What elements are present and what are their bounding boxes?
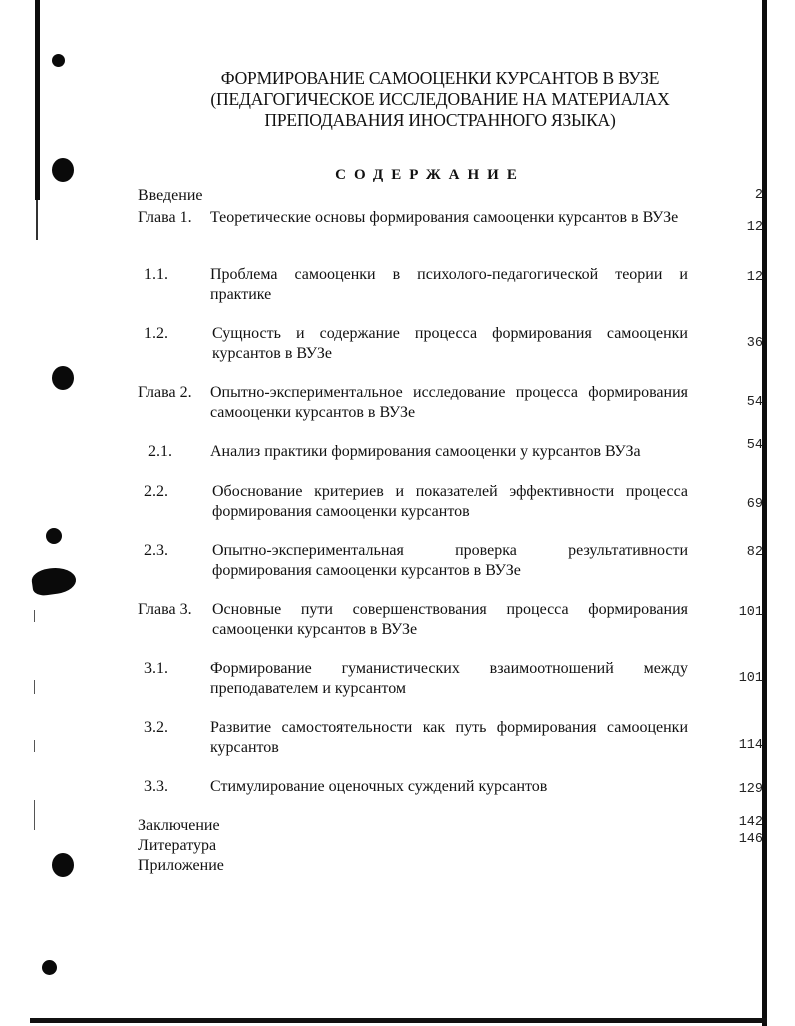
toc-text: Проблема самооценки в психолого-педагогической теории и практике (210, 266, 688, 303)
toc-text: Стимулирование оценочных суждений курсантов (210, 778, 548, 795)
toc-text: Литература (138, 837, 217, 854)
scan-mark (34, 740, 35, 752)
toc-label: Глава 1. (138, 209, 192, 226)
toc-text: Заключение (138, 817, 220, 834)
toc-text: Развитие самостоятельности как путь формирования самооценки курсантов (210, 719, 688, 756)
punch-hole (52, 853, 74, 877)
page-number: 54 (746, 395, 763, 410)
page-number: 36 (746, 336, 763, 351)
punch-hole (52, 158, 74, 182)
page-number: 146 (738, 832, 763, 847)
toc-label: Глава 2. (138, 384, 192, 401)
title-line-3: ПРЕПОДАВАНИЯ ИНОСТРАННОГО ЯЗЫКА) (264, 110, 616, 130)
toc-text: Введение (138, 187, 203, 204)
punch-hole (52, 54, 65, 67)
contents-heading: СОДЕРЖАНИЕ (335, 167, 525, 183)
toc-text: Опытно-экспериментальное исследование процесса формирования самооценки курсантов в ВУЗе (210, 384, 688, 421)
punch-hole (46, 528, 62, 544)
page-number: 142 (738, 815, 763, 830)
toc-label: 1.2. (144, 325, 168, 342)
toc-text: Основные пути совершенствования процесса формирования самооценки курсантов в ВУЗе (212, 601, 688, 638)
page-number: 82 (746, 545, 763, 560)
scan-mark (34, 680, 35, 694)
title-line-1: ФОРМИРОВАНИЕ САМООЦЕНКИ КУРСАНТОВ В ВУЗЕ (220, 68, 660, 88)
ink-blot (30, 565, 77, 597)
page-number: 101 (738, 605, 763, 620)
toc-label: 2.1. (148, 443, 172, 460)
scan-mark (34, 610, 35, 622)
document-title (120, 68, 760, 131)
page-number: 129 (738, 782, 763, 797)
title-line-2: (ПЕДАГОГИЧЕСКОЕ ИССЛЕДОВАНИЕ НА МАТЕРИАЛАХ (210, 89, 670, 109)
scan-edge-left-lower (36, 200, 38, 240)
scan-edge-left (35, 0, 40, 200)
page-number: 12 (746, 270, 763, 285)
toc-label: 3.3. (144, 778, 168, 795)
scan-edge-bottom (30, 1018, 767, 1023)
page-number: 69 (746, 497, 763, 512)
toc-text: Анализ практики формирования самооценки у курсантов ВУЗа (210, 443, 641, 460)
page-number: 2 (754, 188, 763, 203)
toc-label: Глава 3. (138, 601, 192, 618)
scan-mark (34, 800, 35, 830)
page-number: 54 (746, 438, 763, 453)
page-number: 114 (738, 738, 763, 753)
toc-label: 3.2. (144, 719, 168, 736)
page-number: 12 (746, 220, 763, 235)
toc-text: Опытно-экспериментальная проверка результативности формирования самооценки курсантов в ВУЗе (212, 542, 688, 579)
page-number: 101 (738, 671, 763, 686)
toc-text: Приложение (138, 857, 224, 874)
toc-text: Формирование гуманистических взаимоотношений между преподавателем и курсантом (210, 660, 688, 697)
punch-hole (52, 366, 74, 390)
toc-label: 1.1. (144, 266, 168, 283)
punch-hole (42, 960, 57, 975)
toc-text: Теоретические основы формирования самооценки курсантов в ВУЗе (210, 209, 679, 226)
scan-edge-right (762, 0, 767, 1026)
toc-label: 2.3. (144, 542, 168, 559)
toc-text: Сущность и содержание процесса формирования самооценки курсантов в ВУЗе (212, 325, 688, 362)
toc-label: 3.1. (144, 660, 168, 677)
toc-label: 2.2. (144, 483, 168, 500)
toc-text: Обоснование критериев и показателей эффективности процесса формирования самооценки курсантов (212, 483, 688, 520)
